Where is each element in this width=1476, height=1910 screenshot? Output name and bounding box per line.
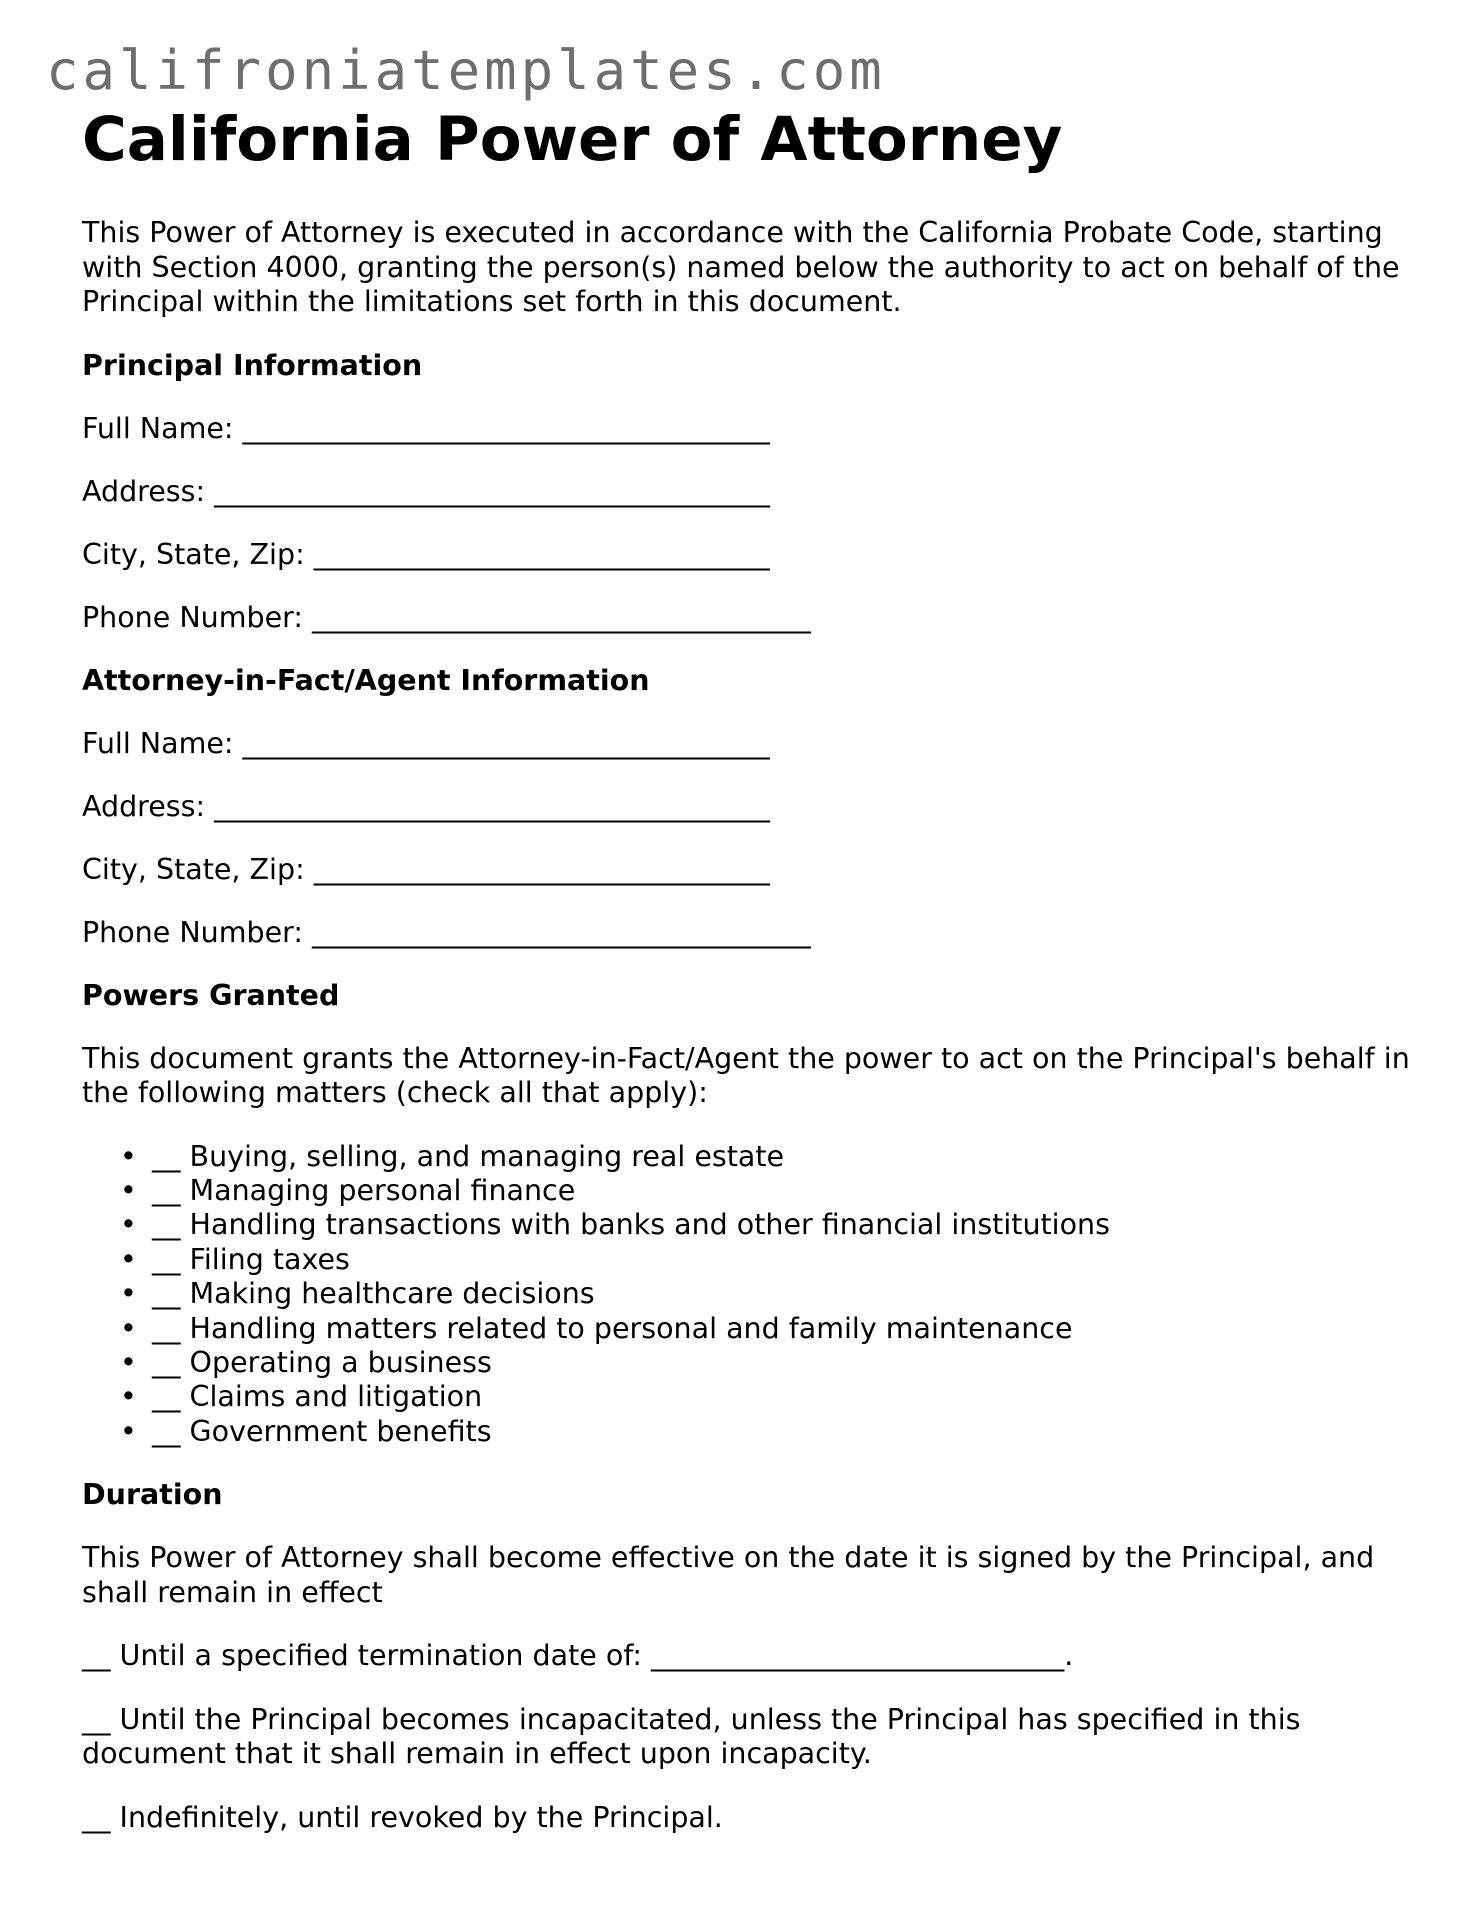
list-item bbox=[120, 1173, 1422, 1208]
principal-city-state-zip-field: City, State, Zip: ________________________________ bbox=[82, 537, 770, 571]
bullet-icon: • bbox=[120, 1345, 137, 1379]
principal-address-field: Address: _______________________________________ bbox=[82, 474, 770, 508]
duration-heading: Duration bbox=[82, 1478, 223, 1512]
bullet-icon: • bbox=[120, 1277, 137, 1311]
power-item-label: __ Buying, selling, and managing real estate bbox=[152, 1139, 785, 1173]
intro-paragraph: This Power of Attorney is executed in accordance with the California Probate Code, starting with Section 4000, granting the person(s) named below the authority to act on behalf of the Principal within the limitations set forth in this document. bbox=[82, 216, 1400, 318]
agent-full-name-field: Full Name: _____________________________________ bbox=[82, 726, 770, 760]
bullet-icon: • bbox=[120, 1414, 137, 1448]
agent-phone-field: Phone Number: ___________________________________ bbox=[82, 915, 811, 949]
principal-full-name-field: Full Name: _____________________________________ bbox=[82, 411, 770, 445]
bullet-icon: • bbox=[120, 1242, 137, 1276]
bullet-icon: • bbox=[120, 1173, 137, 1207]
power-item-label: __ Claims and litigation bbox=[152, 1380, 483, 1414]
power-item-label: __ Managing personal finance bbox=[152, 1173, 576, 1207]
duration-paragraph: This Power of Attorney shall become effective on the date it is signed by the Principal, and shall remain in effect bbox=[82, 1541, 1375, 1609]
agent-heading: Attorney-in-Fact/Agent Information bbox=[82, 663, 650, 697]
principal-phone-field: Phone Number: ___________________________________ bbox=[82, 600, 811, 634]
list-item bbox=[120, 1380, 1422, 1414]
powers-paragraph: This document grants the Attorney-in-Fact/Agent the power to act on the Principal's behalf in the following matters (check all that apply): bbox=[82, 1041, 1410, 1109]
list-item bbox=[120, 1311, 1422, 1346]
powers-heading: Powers Granted bbox=[82, 978, 340, 1012]
duration-option-indefinite: __ Indefinitely, until revoked by the Principal. bbox=[82, 1800, 723, 1834]
powers-list bbox=[82, 1140, 1422, 1450]
bullet-icon: • bbox=[120, 1139, 137, 1173]
document-body bbox=[82, 104, 1422, 1835]
bullet-icon: • bbox=[120, 1208, 137, 1242]
power-item-label: __ Filing taxes bbox=[152, 1242, 350, 1276]
power-item-label: __ Making healthcare decisions bbox=[152, 1277, 595, 1311]
bullet-icon: • bbox=[120, 1380, 137, 1414]
duration-option-incapacity: __ Until the Principal becomes incapacitated, unless the Principal has specified in this document that it shall remain in effect upon incapacity. bbox=[82, 1702, 1301, 1771]
document-title: California Power of Attorney bbox=[82, 104, 1063, 175]
principal-heading: Principal Information bbox=[82, 348, 423, 382]
list-item bbox=[120, 1414, 1422, 1449]
duration-option-termination-date: __ Until a specified termination date of: _____________________________. bbox=[82, 1639, 1074, 1673]
power-item-label: __ Handling matters related to personal and family maintenance bbox=[152, 1311, 1073, 1345]
bullet-icon: • bbox=[120, 1311, 137, 1345]
list-item bbox=[120, 1277, 1422, 1311]
power-item-label: __ Handling transactions with banks and other financial institutions bbox=[152, 1208, 1110, 1242]
list-item bbox=[120, 1345, 1422, 1380]
power-item-label: __ Operating a business bbox=[152, 1345, 492, 1379]
list-item bbox=[120, 1139, 1422, 1174]
power-item-label: __ Government benefits bbox=[152, 1414, 492, 1448]
agent-city-state-zip-field: City, State, Zip: ________________________________ bbox=[82, 852, 770, 886]
watermark: califroniatemplates.com bbox=[46, 39, 886, 102]
list-item bbox=[120, 1208, 1422, 1242]
list-item bbox=[120, 1242, 1422, 1277]
agent-address-field: Address: _______________________________________ bbox=[82, 789, 770, 823]
